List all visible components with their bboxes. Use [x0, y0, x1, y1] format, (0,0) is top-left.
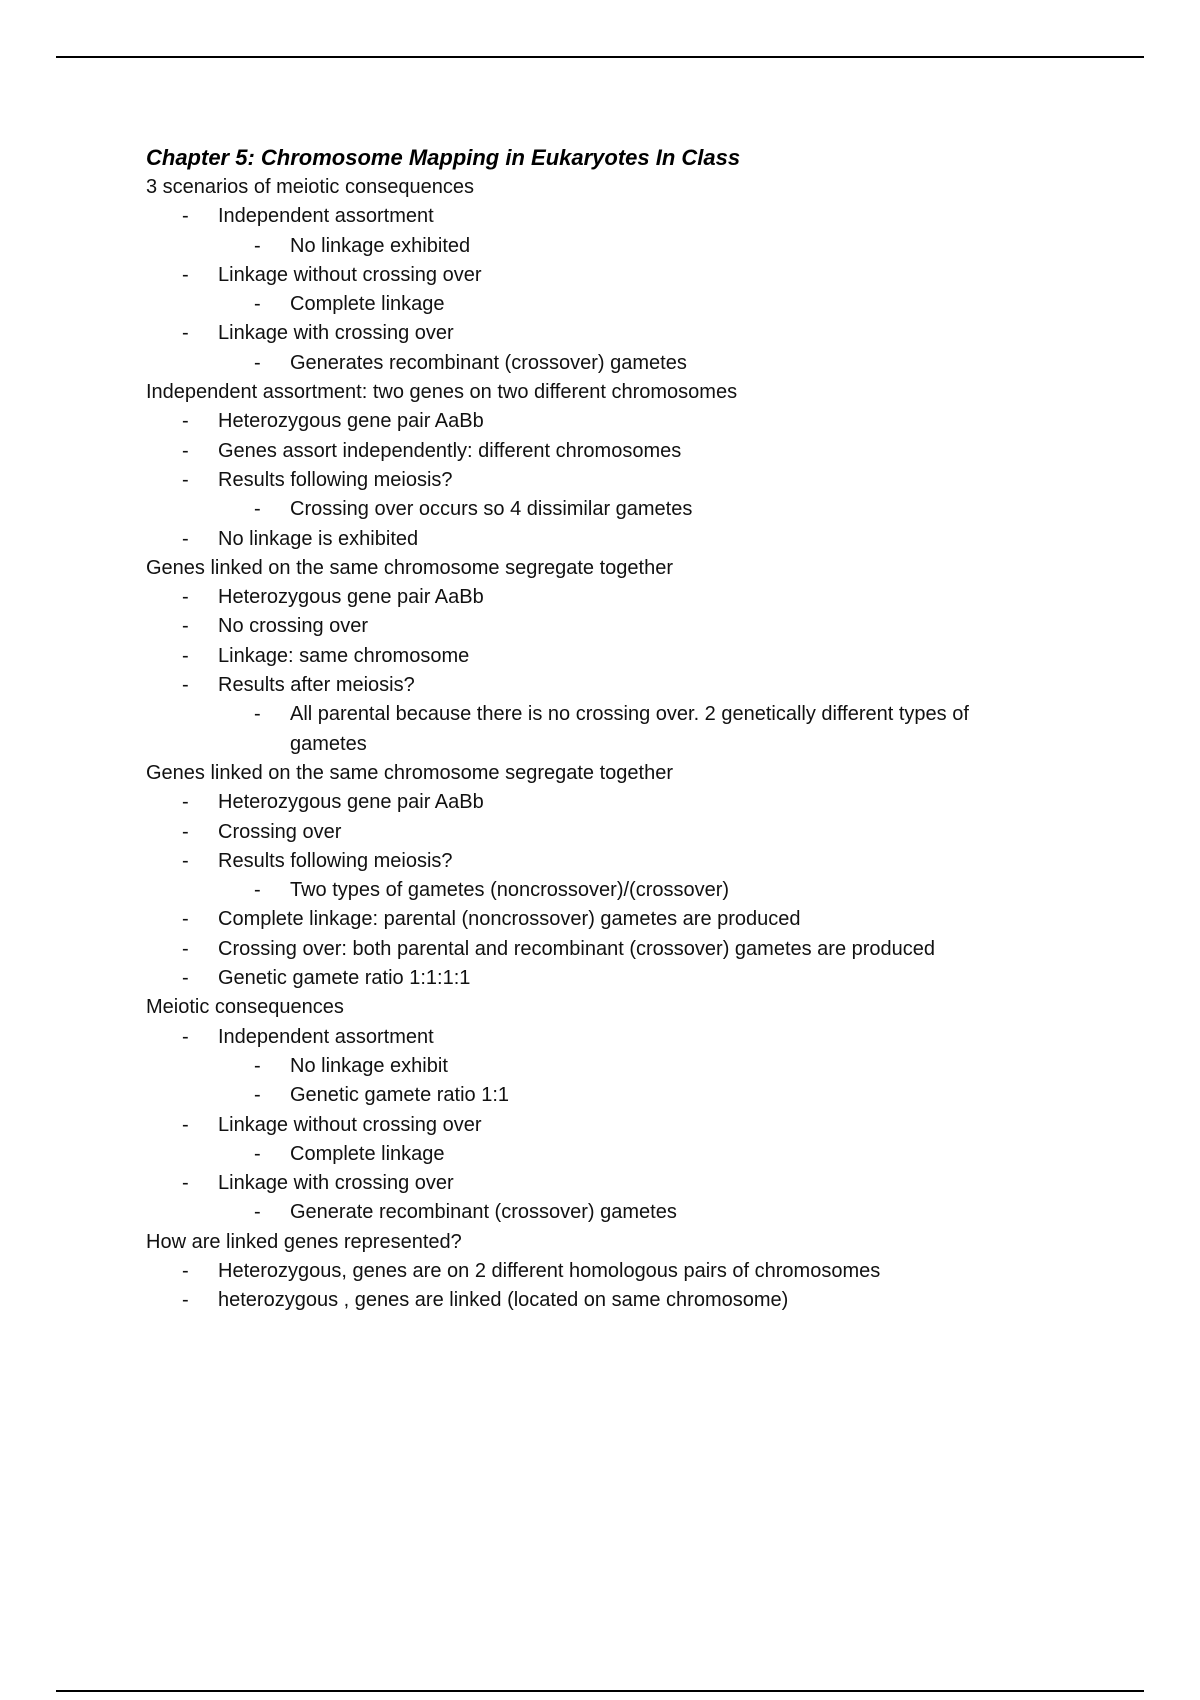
bullet-dash: -	[182, 937, 189, 960]
outline-item	[146, 935, 1106, 964]
outline-item	[146, 1257, 1106, 1286]
bullet-dash: -	[182, 1259, 189, 1282]
bullet-dash: -	[182, 1113, 189, 1136]
line-text: Linkage with crossing over	[218, 322, 454, 345]
line-text: heterozygous , genes are linked (located on same chromosome)	[218, 1289, 789, 1312]
line-text: Generates recombinant (crossover) gametes	[290, 351, 687, 374]
outline-item	[146, 437, 1106, 466]
outline-item	[146, 261, 1106, 290]
bullet-dash: -	[182, 527, 189, 550]
line-text: Two types of gametes (noncrossover)/(crossover)	[290, 879, 730, 902]
bullet-dash: -	[182, 908, 189, 931]
bottom-rule	[56, 1690, 1144, 1692]
line-text: Linkage: same chromosome	[218, 644, 470, 667]
bullet-dash: -	[182, 849, 189, 872]
outline-subitem	[146, 700, 990, 759]
bullet-dash: -	[182, 674, 189, 697]
line-text: Genetic gamete ratio 1:1:1:1	[218, 967, 471, 990]
outline-item	[146, 525, 1106, 554]
outline-item	[146, 202, 1106, 231]
outline-item	[146, 612, 1106, 641]
bullet-dash: -	[182, 205, 189, 228]
line-text: Results following meiosis?	[218, 849, 453, 872]
top-rule	[56, 56, 1144, 58]
line-text: Linkage with crossing over	[218, 1172, 454, 1195]
outline-heading	[146, 1228, 1106, 1257]
outline-item	[146, 1286, 1106, 1315]
bullet-dash: -	[182, 1172, 189, 1195]
outline-heading	[146, 378, 1106, 407]
outline-subitem	[146, 232, 1106, 261]
document-body	[146, 143, 1106, 1316]
outline-subitem	[146, 495, 1106, 524]
outline-subitem	[146, 1052, 1106, 1081]
line-text: No linkage exhibit	[290, 1054, 448, 1077]
bullet-dash: -	[254, 351, 261, 374]
bullet-dash: -	[254, 293, 261, 316]
line-text: Independent assortment	[218, 205, 434, 228]
line-text: All parental because there is no crossing over. 2 genetically different types of gametes	[290, 703, 969, 755]
bullet-dash: -	[254, 234, 261, 257]
line-text: Generate recombinant (crossover) gametes	[290, 1201, 677, 1224]
line-text: Heterozygous gene pair AaBb	[218, 791, 484, 814]
bullet-dash: -	[254, 1142, 261, 1165]
bullet-dash: -	[254, 1084, 261, 1107]
outline-item	[146, 1111, 1106, 1140]
line-text: Crossing over: both parental and recombinant (crossover) gametes are produced	[218, 937, 936, 960]
bullet-dash: -	[182, 644, 189, 667]
outline-item	[146, 466, 1106, 495]
outline-item	[146, 788, 1106, 817]
bullet-dash: -	[182, 791, 189, 814]
line-text: Genes assort independently: different chromosomes	[218, 439, 682, 462]
bullet-dash: -	[182, 322, 189, 345]
outline-subitem	[146, 876, 1106, 905]
outline-item	[146, 1169, 1106, 1198]
line-text: No linkage exhibited	[290, 234, 471, 257]
line-text: No linkage is exhibited	[218, 527, 419, 550]
outline-item	[146, 642, 1106, 671]
line-text: Linkage without crossing over	[218, 1113, 482, 1136]
bullet-dash: -	[254, 879, 261, 902]
outline-item	[146, 1023, 1106, 1052]
line-text: No crossing over	[218, 615, 369, 638]
bullet-dash: -	[182, 586, 189, 609]
line-text: Crossing over	[218, 820, 342, 843]
bullet-dash: -	[254, 703, 261, 726]
line-text: 3 scenarios of meiotic consequences	[146, 176, 474, 198]
outline-heading	[146, 759, 1106, 788]
outline-heading	[146, 554, 1106, 583]
line-text: Complete linkage	[290, 293, 445, 316]
line-text: Linkage without crossing over	[218, 263, 482, 286]
bullet-dash: -	[182, 410, 189, 433]
outline-item	[146, 847, 1106, 876]
line-text: Independent assortment: two genes on two different chromosomes	[146, 381, 738, 404]
line-text: Heterozygous gene pair AaBb	[218, 410, 484, 433]
bullet-dash: -	[182, 967, 189, 990]
line-text: Meiotic consequences	[146, 996, 344, 1019]
outline-item	[146, 583, 1106, 612]
outline-subitem	[146, 349, 1106, 378]
bullet-dash: -	[182, 820, 189, 843]
bullet-dash: -	[182, 439, 189, 462]
outline-item	[146, 905, 1106, 934]
bullet-dash: -	[182, 1025, 189, 1048]
line-text: Complete linkage: parental (noncrossover) gametes are produced	[218, 908, 801, 931]
outline-item	[146, 671, 1106, 700]
outline-list	[146, 173, 1106, 1316]
bullet-dash: -	[182, 263, 189, 286]
outline-item	[146, 818, 1106, 847]
line-text: Results after meiosis?	[218, 674, 415, 697]
line-text: Genetic gamete ratio 1:1	[290, 1084, 510, 1107]
outline-subitem	[146, 1081, 1106, 1110]
bullet-dash: -	[182, 615, 189, 638]
outline-heading	[146, 173, 1106, 202]
line-text: Heterozygous gene pair AaBb	[218, 586, 484, 609]
bullet-dash: -	[254, 1054, 261, 1077]
outline-item	[146, 407, 1106, 436]
bullet-dash: -	[254, 498, 261, 521]
line-text: Heterozygous, genes are on 2 different homologous pairs of chromosomes	[218, 1259, 881, 1282]
outline-subitem	[146, 290, 1106, 319]
outline-subitem	[146, 1140, 1106, 1169]
bullet-dash: -	[182, 1289, 189, 1312]
line-text: How are linked genes represented?	[146, 1230, 462, 1253]
document-title: Chapter 5: Chromosome Mapping in Eukaryotes In Class	[146, 145, 741, 170]
outline-item	[146, 964, 1106, 993]
outline-subitem	[146, 1198, 1106, 1227]
line-text: Genes linked on the same chromosome segregate together	[146, 556, 673, 579]
line-text: Independent assortment	[218, 1025, 434, 1048]
outline-heading	[146, 993, 1106, 1022]
line-text: Crossing over occurs so 4 dissimilar gametes	[290, 498, 693, 521]
line-text: Complete linkage	[290, 1142, 445, 1165]
line-text: Genes linked on the same chromosome segregate together	[146, 761, 673, 784]
outline-item	[146, 319, 1106, 348]
line-text: Results following meiosis?	[218, 468, 453, 491]
bullet-dash: -	[254, 1201, 261, 1224]
bullet-dash: -	[182, 468, 189, 491]
